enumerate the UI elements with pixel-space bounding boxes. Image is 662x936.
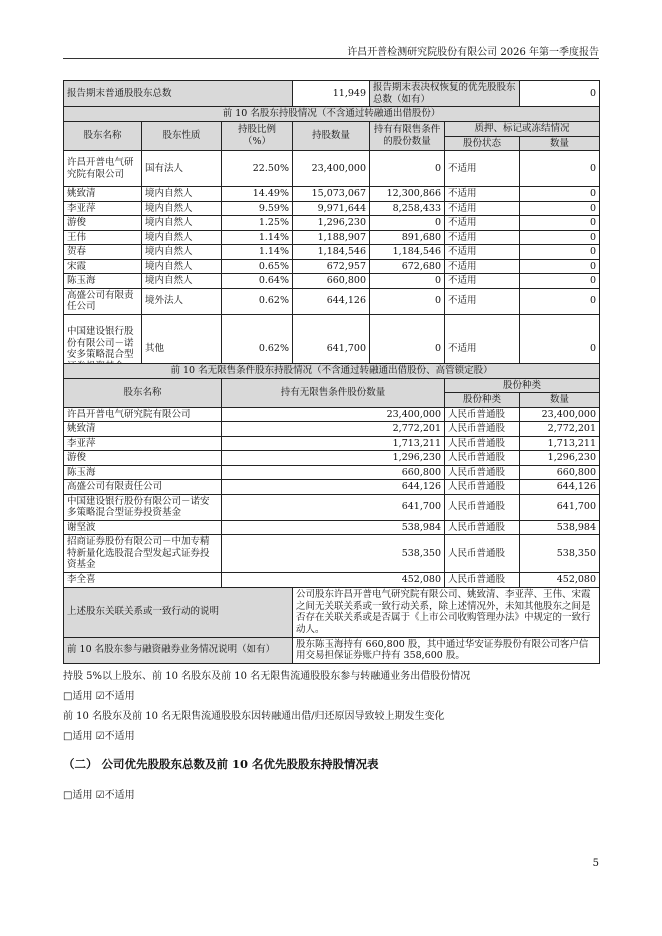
table-row: 招商证券股份有限公司－中加专精特新量化选股混合型发起式证券投资基金 538,350 人民币普通股 538,350: [64, 535, 600, 573]
relations-row: [64, 587, 600, 637]
unrestricted-table: [63, 363, 600, 664]
note-change: 前 10 名股东及前 10 名无限售流通股股东因转融通出借/归还原因导致较上期发生变化: [63, 711, 445, 722]
table-row: 贺春 境内自然人 1.14% 1,184,546 1,184,546 不适用 0: [64, 245, 600, 260]
col-header-nature: 股东性质: [142, 121, 222, 151]
totals-row: [64, 81, 600, 107]
table-row: 陈玉海 660,800 人民币普通股 660,800: [64, 465, 600, 480]
table-row: 李亚萍 1,713,211 人民币普通股 1,713,211: [64, 436, 600, 451]
col-header-pledge-status: 股份状态: [445, 136, 520, 151]
col-header-pledge-group: 质押、标记或冻结情况: [445, 121, 600, 136]
preferred-holders-value: 0: [520, 81, 600, 107]
u-col-header-kqty: 数量: [520, 393, 600, 408]
u-col-header-kind: 股份种类: [445, 393, 520, 408]
table-row: 谢坚波 538,984 人民币普通股 538,984: [64, 520, 600, 535]
u-col-header-name: 股东名称: [64, 378, 222, 407]
table-row: 李亚萍 境内自然人 9.59% 9,971,644 8,258,433 不适用 0: [64, 201, 600, 216]
table-row: 姚致清 2,772,201 人民币普通股 2,772,201: [64, 422, 600, 437]
note-change-checkbox: □适用 ☑不适用: [63, 731, 135, 742]
page-header: 许昌开普检测研究院股份有限公司 2026 年第一季度报告: [347, 47, 599, 58]
table-row: 许昌开普电气研究院有限公司 23,400,000 人民币普通股 23,400,000: [64, 407, 600, 422]
total-holders-label: 报告期末普通股股东总数: [64, 81, 293, 107]
table-row: 姚致清 境内自然人 14.49% 15,073,067 12,300,866 不适用 0: [64, 187, 600, 202]
table-row: 中国建设银行股份有限公司－诺安多策略混合型证券投资基金 641,700 人民币普通股 641,700: [64, 494, 600, 520]
note-lending-checkbox: □适用 ☑不适用: [63, 691, 135, 702]
total-holders-value: 11,949: [293, 81, 370, 107]
table-row: 高盛公司有限责任公司 境外法人 0.62% 644,126 0 不适用 0: [64, 288, 600, 314]
table-row: 中国建设银行股份有限公司－诺安多策略混合型 其他 0.62% 641,700 0 不适用 0: [64, 314, 600, 384]
col-header-pledge-qty: 数量: [520, 136, 600, 151]
section-checkbox: □适用 ☑不适用: [63, 790, 135, 801]
table-row: 高盛公司有限责任公司 644,126 人民币普通股 644,126: [64, 480, 600, 495]
table-row: 游俊 境内自然人 1.25% 1,296,230 0 不适用 0: [64, 216, 600, 231]
margin-text: 股东陈玉海持有 660,800 股，其中通过华安证券股份有限公司客户信用交易担保证券账户持有 358,600 股。: [293, 637, 600, 663]
page-number: 5: [592, 858, 599, 869]
u-col-header-kind-group: 股份种类: [445, 378, 600, 393]
u-col-header-qty: 持有无限售条件股份数量: [222, 378, 445, 407]
table-row: 王伟 境内自然人 1.14% 1,188,907 891,680 不适用 0: [64, 230, 600, 245]
top10-title: 前 10 名股东持股情况（不含通过转融通出借股份）: [64, 107, 600, 122]
table-row: 许昌开普电气研究院有限公司 国有法人 22.50% 23,400,000 0 不适用 0: [64, 151, 600, 187]
col-header-qty: 持股数量: [293, 121, 370, 151]
table-row: 游俊 1,296,230 人民币普通股 1,296,230: [64, 451, 600, 466]
header-divider: [63, 58, 599, 59]
unrestricted-title: 前 10 名无限售条件股东持股情况（不含通过转融通出借股份、高管锁定股）: [64, 364, 600, 379]
col-header-restricted: 持有有限售条件的股份数量: [370, 121, 445, 151]
relations-label: 上述股东关联关系或一致行动的说明: [64, 587, 293, 637]
col-header-name: 股东名称: [64, 121, 142, 151]
table-row: 李全喜 452,080 人民币普通股 452,080: [64, 573, 600, 588]
margin-label: 前 10 名股东参与融资融券业务情况说明（如有）: [64, 637, 293, 663]
table-row: 陈玉海 境内自然人 0.64% 660,800 0 不适用 0: [64, 274, 600, 289]
note-lending: 持股 5%以上股东、前 10 名股东及前 10 名无限售流通股股东参与转融通业务出借股份情况: [63, 671, 471, 682]
col-header-ratio: 持股比例 （%）: [222, 121, 293, 151]
preferred-holders-label: 报告期末表决权恢复的优先股股东总数（如有）: [370, 81, 520, 107]
section-heading: （二） 公司优先股股东总数及前 10 名优先股股东持股情况表: [63, 757, 379, 771]
table-row: 宋霞 境内自然人 0.65% 672,957 672,680 不适用 0: [64, 259, 600, 274]
relations-text: 公司股东许昌开普电气研究院有限公司、姚致清、李亚萍、王伟、宋霞之间无关联关系或一致行动关系，除上述情况外，未知其他股东之间是否存在关联关系或是否属于《上市公司收购管理办法》中规定的一致行动人。: [293, 587, 600, 637]
margin-row: [64, 637, 600, 663]
shareholders-table: [63, 80, 600, 385]
